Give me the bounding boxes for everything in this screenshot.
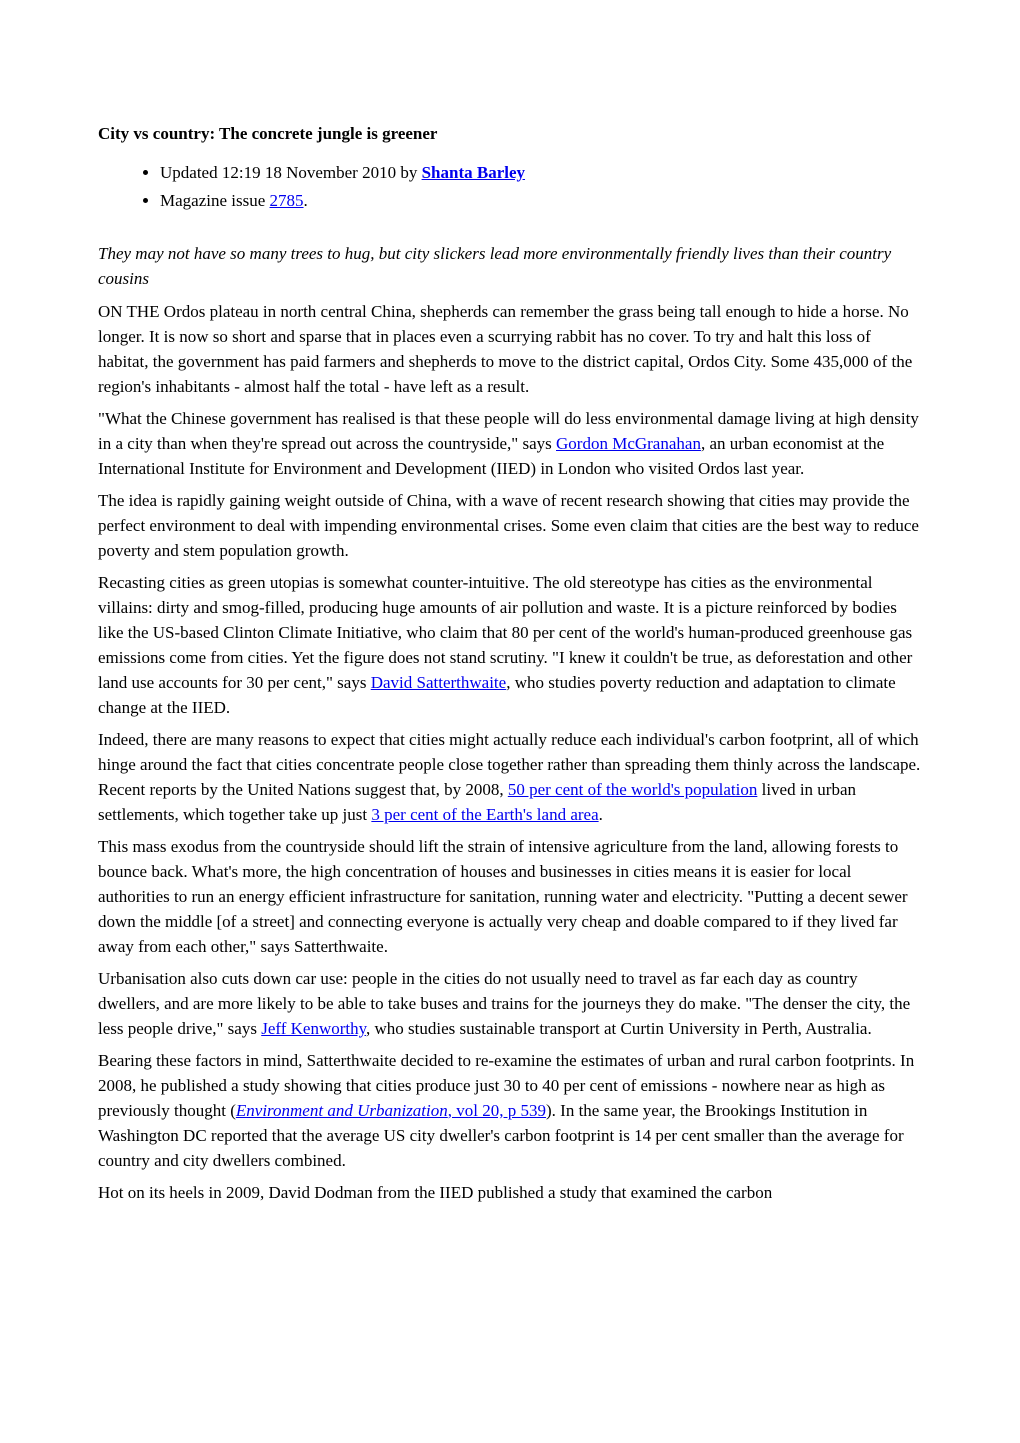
text-segment: Magazine issue	[160, 191, 270, 210]
inline-link[interactable]: Gordon McGranahan	[556, 434, 701, 453]
inline-link[interactable]: 50 per cent of the world's population	[507, 780, 758, 799]
text-segment: , an urban economist at the International Institute for Environment and Development (IIED) in London who visited Ordos last year.	[98, 434, 885, 478]
text-segment: "What the Chinese government has realised is that these people will do less environmental damage living at high density in a city than when they're spread out across the countryside," says	[98, 409, 919, 453]
inline-link[interactable]: 2785	[269, 191, 304, 210]
inline-link[interactable]: David Satterthwaite	[370, 673, 507, 692]
article-paragraph	[98, 1048, 922, 1173]
text-segment: Hot on its heels in 2009, David Dodman from the IIED published a study that examined the carbon	[98, 1183, 773, 1202]
article-paragraph	[98, 834, 922, 959]
text-segment: Bearing these factors in mind, Satterthwaite decided to re-examine the estimates of urban and rural carbon footprints. In 2008, he published a study showing that cities produce just 30 to 40 per cent of emissions - nowhere near as high as previously thought (	[98, 1051, 915, 1120]
text-segment: This mass exodus from the countryside should lift the strain of intensive agriculture from the land, allowing forests to bounce back. What's more, the high concentration of houses and businesses in cities means it is easier for local authorities to run an energy efficient infrastructure for sanitation, running water and electricity. "Putting a decent sewer down the middle [of a street] and connecting everyone is actually very cheap and doable compared to if they lived far away from each other," says Satterthwaite.	[98, 837, 908, 956]
text-segment: .	[598, 805, 603, 824]
text-segment: .	[303, 191, 308, 210]
meta-list-item	[160, 159, 922, 187]
text-segment: ON THE Ordos plateau in north central China, shepherds can remember the grass being tall enough to hide a horse. No longer. It is now so short and sparse that in places even a scurrying rabbit has no cover. To try and halt this loss of habitat, the government has paid farmers and shepherds to move to the district capital, Ordos City. Some 435,000 of the region's inhabitants - almost half the total - have left as a result.	[98, 302, 913, 396]
text-segment: , who studies poverty reduction and adaptation to climate change at the IIED.	[98, 673, 896, 717]
inline-link[interactable]: Environment and Urbanization	[235, 1101, 448, 1120]
article-body	[98, 299, 922, 1205]
meta-list-item	[160, 187, 922, 215]
text-segment: lived in urban settlements, which together take up just	[98, 780, 857, 824]
article-paragraph	[98, 727, 922, 827]
article-paragraph	[98, 488, 922, 563]
text-segment: Urbanisation also cuts down car use: people in the cities do not usually need to travel as far each day as country dwellers, and are more likely to be able to take buses and trains for the journeys they do make. "The denser the city, the less people drive," says	[98, 969, 911, 1038]
text-segment: ). In the same year, the Brookings Institution in Washington DC reported that the average US city dweller's carbon footprint is 14 per cent smaller than the average for country and city dwellers combined.	[98, 1101, 904, 1170]
article-paragraph	[98, 570, 922, 720]
inline-link[interactable]: Jeff Kenworthy	[261, 1019, 367, 1038]
article-title: City vs country: The concrete jungle is greener	[98, 124, 438, 143]
inline-link[interactable]: 3 per cent of the Earth's land area	[371, 805, 599, 824]
article-meta-list	[98, 159, 922, 215]
text-segment: Indeed, there are many reasons to expect that cities might actually reduce each individual's carbon footprint, all of which hinge around the fact that cities concentrate people close together rather than spreading them thinly across the landscape. Recent reports by the United Nations suggest that, by 2008,	[98, 730, 921, 799]
text-segment: , who studies sustainable transport at Curtin University in Perth, Australia.	[366, 1019, 872, 1038]
inline-link[interactable]: Shanta Barley	[421, 163, 526, 182]
article-paragraph	[98, 966, 922, 1041]
article-paragraph	[98, 406, 922, 481]
text-segment: The idea is rapidly gaining weight outside of China, with a wave of recent research showing that cities may provide the perfect environment to deal with impending environmental crises. Some even claim that cities are the best way to reduce poverty and stem population growth.	[98, 491, 919, 560]
text-segment: Updated 12:19 18 November 2010 by	[160, 163, 422, 182]
article-paragraph	[98, 1180, 922, 1205]
article-standfirst: They may not have so many trees to hug, but city slickers lead more environmentally friendly lives than their country cousins	[98, 244, 892, 288]
inline-link[interactable]: , vol 20, p 539	[447, 1101, 546, 1120]
article-paragraph	[98, 299, 922, 399]
text-segment: Recasting cities as green utopias is somewhat counter-intuitive. The old stereotype has cities as the environmental villains: dirty and smog-filled, producing huge amounts of air pollution and waste. It is a picture reinforced by bodies like the US-based Clinton Climate Initiative, who claim that 80 per cent of the world's human-produced greenhouse gas emissions come from cities. Yet the figure does not stand scrutiny. "I knew it couldn't be true, as deforestation and other land use accounts for 30 per cent," says	[98, 573, 913, 692]
